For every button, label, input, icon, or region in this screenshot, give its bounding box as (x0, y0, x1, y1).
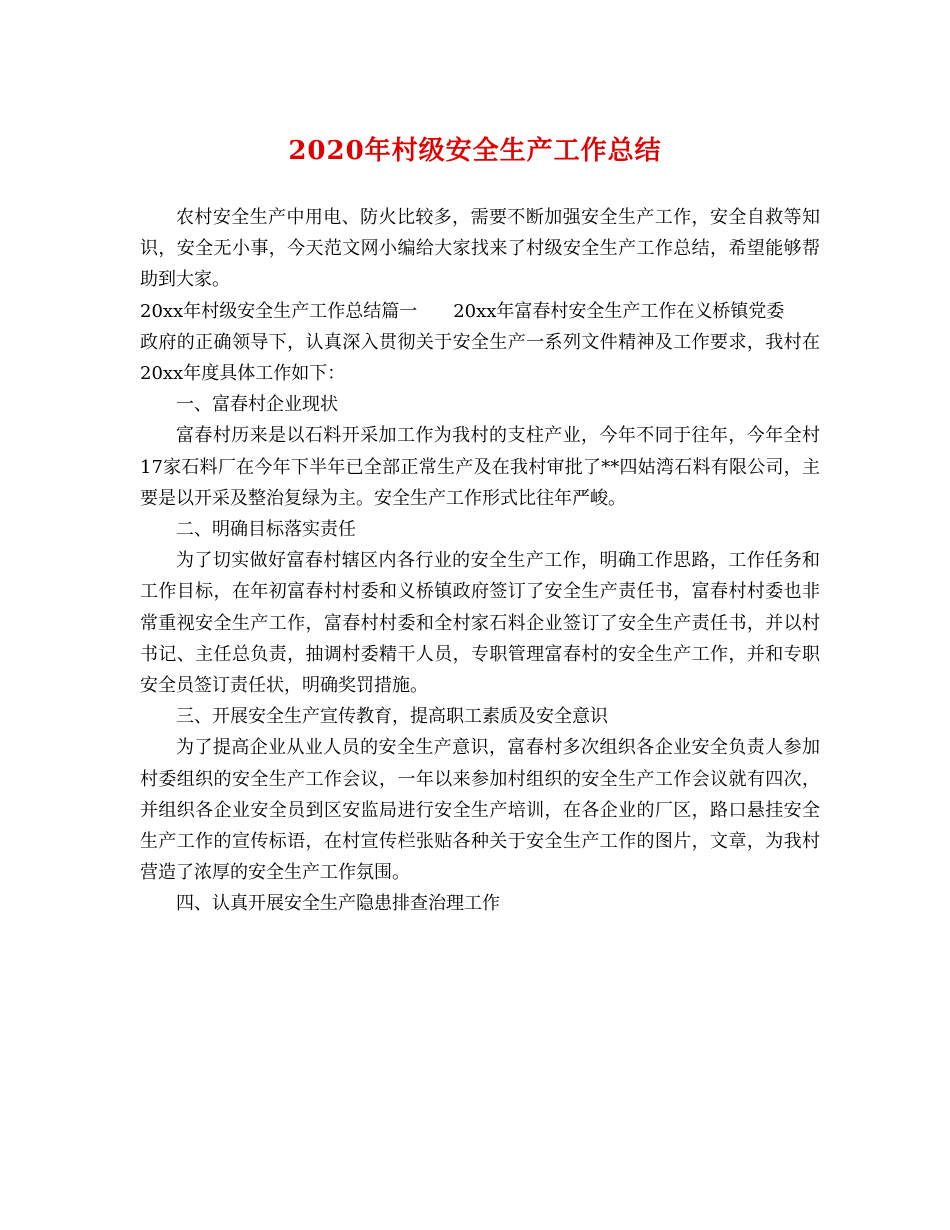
lead-text-rest: 政府的正确领导下，认真深入贯彻关于安全生产一系列文件精神及工作要求，我村在20xx年度具体工作如下： (140, 331, 820, 385)
section-text-1: 富春村历来是以石料开采加工作为我村的支柱产业，今年不同于往年，今年全村17家石料厂在今年下半年已全部正常生产及在我村审批了**四姑湾石料有限公司，主要是以开采及整治复绿为主。安全生产工作形式比往年严峻。 (140, 425, 820, 509)
document-body (140, 202, 820, 920)
lead-label: 20xx年村级安全生产工作总结篇一 (140, 300, 418, 322)
section-heading-3: 三、开展安全生产宣传教育，提高职工素质及安全意识 (176, 706, 608, 728)
section-heading-1: 一、富春村企业现状 (176, 394, 338, 416)
section-text-2: 为了切实做好富春村辖区内各行业的安全生产工作，明确工作思路，工作任务和工作目标，在年初富春村村委和义桥镇政府签订了安全生产责任书，富春村村委也非常重视安全生产工作，富春村村委和全村家石料企业签订了安全生产责任书，并以村书记、主任总负责，抽调村委精干人员，专职管理富春村的安全生产工作，并和专职安全员签订责任状，明确奖罚措施。 (140, 550, 820, 697)
lead-text-first: 20xx年富春村安全生产工作在义桥镇党委 (453, 300, 785, 322)
lead-first-line (140, 296, 820, 327)
section-heading-2: 二、明确目标落实责任 (176, 519, 356, 541)
section-text-3: 为了提高企业从业人员的安全生产意识，富春村多次组织各企业安全负责人参加村委组织的安全生产工作会议，一年以来参加村组织的安全生产工作会议就有四次，并组织各企业安全员到区安监局进行安全生产培训，在各企业的厂区，路口悬挂安全生产工作的宣传标语，在村宣传栏张贴各种关于安全生产工作的图片，文章，为我村营造了浓厚的安全生产工作氛围。 (140, 737, 820, 884)
lead-paragraph (140, 296, 820, 390)
page-title: 2020年村级安全生产工作总结 (288, 136, 662, 166)
section-heading-4: 四、认真开展安全生产隐患排查治理工作 (176, 893, 500, 915)
intro-paragraph: 农村安全生产中用电、防火比较多，需要不断加强安全生产工作，安全自救等知识，安全无小事，今天范文网小编给大家找来了村级安全生产工作总结，希望能够帮助到大家。 (140, 207, 820, 291)
